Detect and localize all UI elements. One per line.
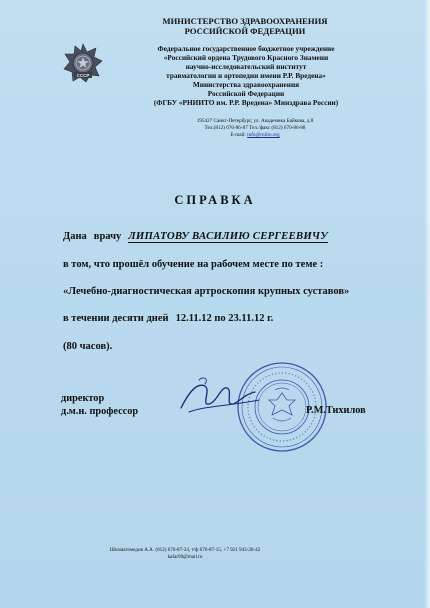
training-hours: (80 часов).: [63, 341, 113, 352]
emblem-label: СССР: [76, 72, 90, 78]
recipient-line: [63, 230, 328, 243]
signer-degree: д.м.н. профессор: [61, 406, 139, 417]
ministry-title: МИНИСТЕРСТВО ЗДРАВООХРАНЕНИЯ: [162, 16, 328, 26]
training-period: [63, 312, 273, 325]
signer-position: директор: [61, 393, 105, 404]
course-title: «Лечебно-диагностическая артроскопия крупных суставов»: [63, 286, 350, 297]
order-emblem-icon: [63, 43, 103, 83]
signer-name: Р.М.Тихилов: [306, 405, 366, 416]
phone-line: Тел.(812) 670-86-87 Тел./факс (812) 670-86-88: [204, 125, 306, 131]
email-link[interactable]: info@rniito.org: [247, 132, 280, 138]
email-line: [150, 132, 360, 139]
institution-line: научно-исследовательский институт: [185, 62, 307, 71]
institution-line: Российской Федерации: [207, 89, 285, 98]
address-line: 195427 Санкт-Петербург, ул. Академика Байкова, д.8: [196, 118, 314, 124]
institution-line: Федеральное государственное бюджетное учреждение: [157, 44, 335, 53]
institution-line: Министерства здравоохранения: [192, 80, 300, 89]
institution-abbreviation: (ФГБУ «РНИИТО им. Р.Р. Вредена» Минздрава России): [153, 98, 339, 107]
period-prefix: в течении десяти дней: [63, 313, 169, 324]
email-label: E-mail:: [230, 132, 246, 138]
doctor-label: врачу: [93, 231, 122, 242]
institution-line: «Российский ордена Трудового Красного Знамени: [163, 53, 329, 62]
paper-edge: [424, 0, 430, 608]
period-dates: 12.11.12 по 23.11.12 г.: [175, 313, 274, 324]
training-statement: в том, что прошёл обучение на рабочем месте по теме :: [63, 259, 324, 270]
institution-line: травматологии и ортопедии имени Р.Р. Вредена»: [166, 71, 326, 80]
issued-label: Дана: [63, 231, 87, 242]
handwritten-signature: [175, 372, 265, 424]
contact-line: Шихмагомедов А.А. (812) 670-87-24, т/ф 670-87-15, +7 921 943-20-42: [109, 547, 261, 553]
ministry-subtitle: РОССИЙСКОЙ ФЕДЕРАЦИИ: [184, 26, 306, 36]
recipient-name: ЛИПАТОВУ ВАСИЛИЮ СЕРГЕЕВИЧУ: [128, 230, 328, 242]
document-title: СПРАВКА: [174, 193, 256, 207]
contact-email: kafar90@mail.ru: [167, 554, 203, 560]
